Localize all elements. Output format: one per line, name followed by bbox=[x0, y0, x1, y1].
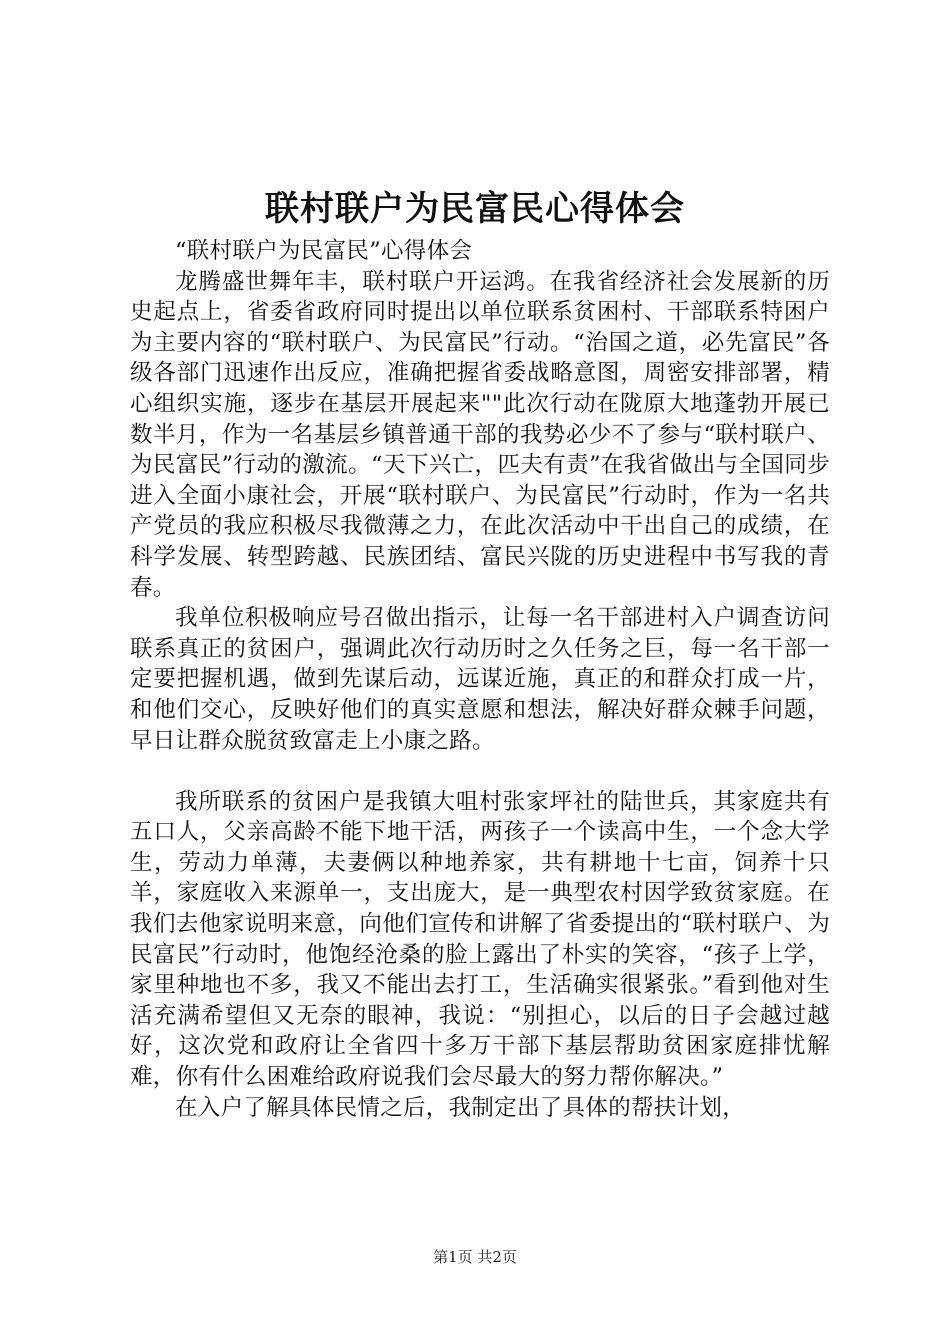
document-title: 联村联户为民富民心得体会 bbox=[265, 189, 685, 229]
paragraph-assistance-plan: 在入户了解具体民情之后，我制定出了具体的帮扶计划， bbox=[175, 1094, 746, 1121]
paragraph-unit-response: 我单位积极响应号召做出指示，让每一名干部进村入户调查访问联系真正的贫困户，强调此次行动历时之久任务之巨，每一名干部一定要把握机遇，做到先谋后动，远谋近施，真正的和群众打成一片，和他们交心，反映好他们的真实意愿和想法，解决好群众棘手问题，早日让群众脱贫致富走上小康之路。 bbox=[130, 605, 830, 754]
document-body bbox=[130, 236, 830, 1123]
paragraph-intro: 龙腾盛世舞年丰，联村联户开运鸿。在我省经济社会发展新的历史起点上，省委省政府同时提出以单位联系贫困村、干部联系特困户为主要内容的“联村联户、为民富民”行动。“治国之道，必先富民”各级各部门迅速作出反应，准确把握省委战略意图，周密安排部署，精心组织实施，逐步在基层开展起来""此次行动在陇原大地蓬勃开展已数半月，作为一名基层乡镇普通干部的我势必少不了参与“联村联户、为民富民”行动的激流。“天下兴亡，匹夫有责”在我省做出与全国同步进入全面小康社会，开展“联村联户、为民富民”行动时，作为一名共产党员的我应积极尽我微薄之力，在此次活动中干出自己的成绩，在科学发展、转型跨越、民族团结、富民兴陇的历史进程中书写我的青春。 bbox=[130, 268, 830, 601]
page-number-footer: 第1页 共2页 bbox=[433, 1248, 517, 1266]
paragraph-subtitle: “联村联户为民富民”心得体会 bbox=[175, 238, 473, 264]
paragraph-poor-household: 我所联系的贫困户是我镇大咀村张家坪社的陆世兵，其家庭共有五口人，父亲高龄不能下地干活，两孩子一个读高中生，一个念大学生，劳动力单薄，夫妻俩以种地养家，共有耕地十七亩，饲养十只羊，家庭收入来源单一，支出庞大，是一典型农村因学致贫家庭。在我们去他家说明来意，向他们宣传和讲解了省委提出的“联村联户、为民富民”行动时，他饱经沧桑的脸上露出了朴实的笑容，“孩子上学，家里种地也不多，我又不能出去打工，生活确实很紧张。”看到他对生活充满希望但又无奈的眼神，我说：“别担心，以后的日子会越过越好，这次党和政府让全省四十多万干部下基层帮助贫困家庭排忧解难，你有什么困难给政府说我们会尽最大的努力帮你解决。” bbox=[130, 788, 830, 1091]
